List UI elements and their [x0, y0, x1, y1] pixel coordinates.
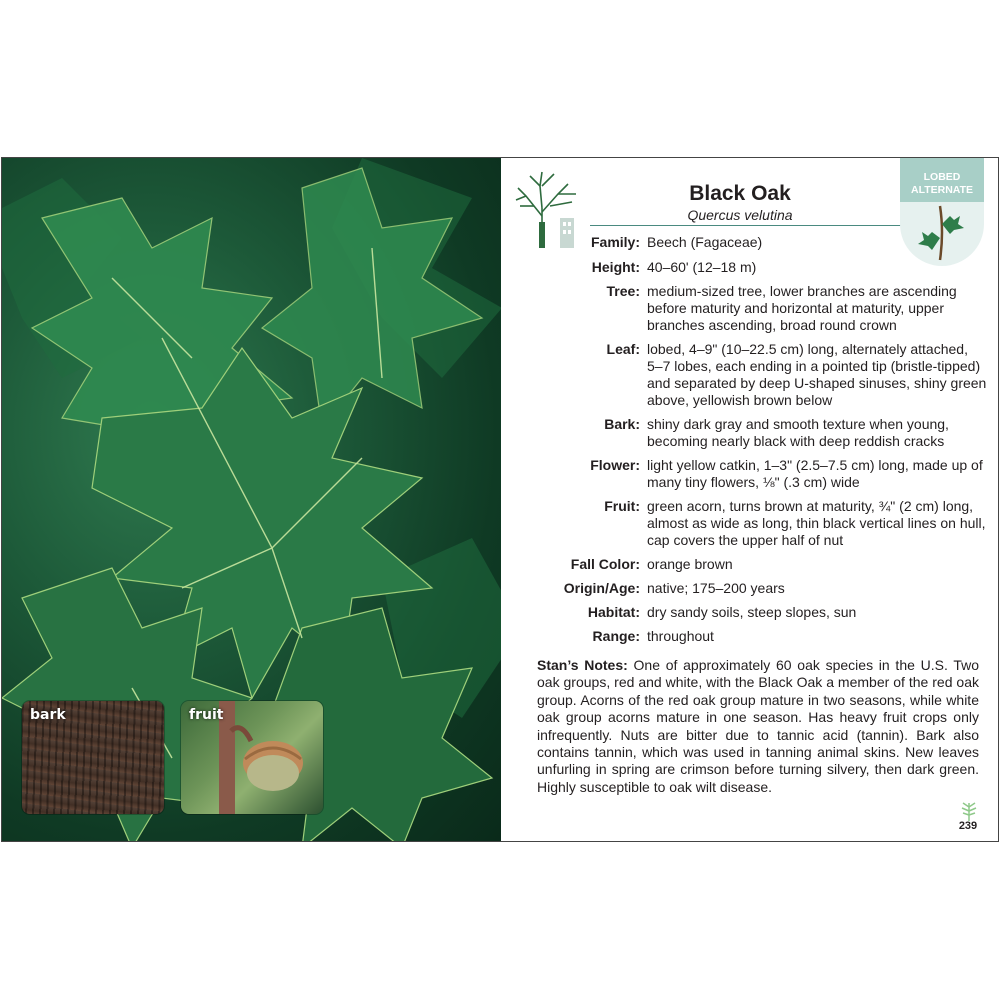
text-page: [502, 158, 998, 841]
bark-inset-label: bark: [30, 707, 66, 723]
tab-line-lobed: LOBED: [923, 171, 961, 183]
fact-key: Range:: [592, 628, 640, 644]
tree-silhouette-icon: [512, 166, 584, 250]
fruit-inset-label: fruit: [189, 707, 224, 723]
fact-key: Fruit:: [604, 498, 640, 514]
fact-key: Flower:: [590, 457, 640, 473]
book-spread: [1, 157, 999, 842]
fact-value: light yellow catkin, 1–3" (2.5–7.5 cm) long, made up of many tiny flowers, ⅛" (.3 cm) wide: [647, 457, 983, 490]
fact-key: Fall Color:: [570, 556, 640, 572]
scientific-name: Quercus velutina: [687, 207, 793, 223]
stans-notes: [537, 657, 979, 796]
title-rule: [590, 225, 902, 226]
fact-value: throughout: [647, 628, 714, 644]
leaf-type-tab-label: [900, 171, 984, 197]
fact-key: Habitat:: [587, 604, 640, 620]
fact-value: green acorn, turns brown at maturity, ¾" (2 cm) long, almost as wide as long, thin black vertical lines on hull, cap covers the upper half of nut: [647, 498, 986, 548]
page-number: 239: [958, 820, 978, 832]
tab-line-alternate: ALTERNATE: [910, 184, 974, 196]
page-title: Black Oak: [689, 182, 791, 205]
fact-value: lobed, 4–9" (10–22.5 cm) long, alternately attached, 5–7 lobes, each ending in a pointed tip (bristle-tipped) and separated by deep U-shaped sinuses, shiny green above, yellowish brown below: [647, 341, 987, 408]
fact-key: Leaf:: [606, 341, 640, 357]
notes-text: One of approximately 60 oak species in the U.S. Two oak groups, red and white, with the Black Oak a member of the red oak group. Acorns of the red oak group mature in two seasons, while white oak group acorns mature in one season. Has heavy fruit crops only infrequently. Nuts are bitter due to tannic acid (tannin). Bark also contains tannin, which was used in tanning animal skins. New leaves unfurling in spring are crimson before turning silvery, then dark green. Highly susceptible to oak wilt disease.: [537, 657, 979, 795]
fact-key: Height:: [591, 259, 640, 275]
fact-value: 40–60' (12–18 m): [647, 259, 757, 275]
fruit-inset-photo: [181, 701, 323, 814]
leaf-photo: [2, 158, 501, 841]
notes-label: Stan’s Notes:: [537, 657, 628, 673]
fact-key: Bark:: [604, 416, 640, 432]
fact-value: orange brown: [647, 556, 733, 572]
fact-value: medium-sized tree, lower branches are ascending before maturity and horizontal at maturity, upper branches ascending, broad round crown: [647, 283, 957, 333]
fact-value: Beech (Fagaceae): [647, 234, 763, 250]
fact-key: Family:: [590, 234, 640, 250]
fact-key: Tree:: [606, 283, 640, 299]
fact-value: shiny dark gray and smooth texture when young, becoming nearly black with deep reddish cracks: [647, 416, 949, 449]
fact-key: Origin/Age:: [563, 580, 640, 596]
fact-value: dry sandy soils, steep slopes, sun: [647, 604, 857, 620]
bark-inset-photo: [22, 701, 164, 814]
sprig-icon: [960, 799, 978, 821]
fact-value: native; 175–200 years: [647, 580, 785, 596]
